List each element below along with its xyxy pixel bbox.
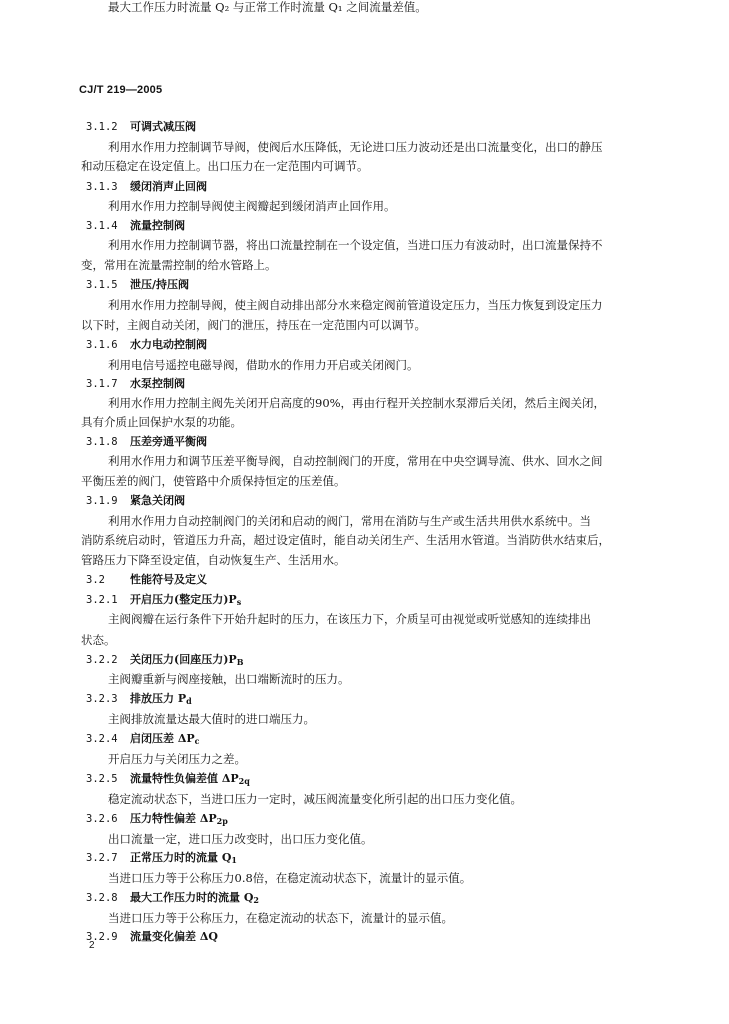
section-number: 3.2.3 (86, 693, 118, 705)
section-title: 可调式减压阀 (130, 120, 196, 133)
section-heading (86, 930, 218, 944)
section-heading (86, 692, 192, 708)
section-number: 3.2.1 (86, 594, 118, 606)
paragraph-line: 主阀阀瓣在运行条件下开始升起时的压力，在该压力下，介质呈可由视觉或听觉感知的连续排出 (108, 612, 591, 626)
section-number: 3.2.4 (86, 733, 118, 745)
section-heading (86, 494, 185, 508)
paragraph-continuation: 消防系统启动时，管道压力升高，超过设定值时，能自动关闭生产、生活用水管道。当消防供水结束后， (81, 533, 610, 547)
paragraph-line: 利用水作用力控制导阀使主阀瓣起到缓闭消声止回作用。 (108, 199, 396, 213)
section-number: 3.1.9 (86, 495, 118, 507)
section-number: 3.1.4 (86, 220, 118, 232)
section-title: 最大工作压力时的流量 Q (130, 891, 254, 904)
page-number: 2 (89, 940, 95, 951)
paragraph-continuation: 平衡压差的阀门，使管路中介质保持恒定的压差值。 (81, 474, 346, 488)
paragraph-continuation: 状态。 (81, 633, 116, 647)
section-number: 3.1.7 (86, 378, 118, 390)
section-number: 3.2.8 (86, 892, 118, 904)
section-number: 3.2.5 (86, 773, 118, 785)
paragraph-continuation: 管路压力下降至设定值，自动恢复生产、生活用水。 (81, 553, 346, 567)
section-title: 压差旁通平衡阀 (130, 435, 207, 448)
section-number: 3.2.6 (86, 813, 118, 825)
symbol-subscript: 2p (216, 816, 228, 826)
paragraph-continuation: 和动压稳定在设定值上。出口压力在一定范围内可调节。 (81, 159, 369, 173)
symbol-subscript: c (194, 736, 200, 746)
paragraph-line: 当进口压力等于公称压力，在稳定流动的状态下，流量计的显示值。 (108, 911, 453, 925)
section-title: 泄压/持压阀 (130, 278, 190, 291)
section-number: 3.1.2 (86, 121, 118, 133)
section-heading (86, 573, 207, 587)
section-number: 3.1.6 (86, 339, 118, 351)
section-title: 流量特性负偏差值 ΔP (130, 772, 239, 785)
section-heading (86, 278, 189, 292)
section-heading (86, 219, 185, 233)
section-title: 正常压力时的流量 Q (130, 851, 232, 864)
paragraph-line: 开启压力与关闭压力之差。 (108, 752, 246, 766)
section-title: 流量控制阀 (130, 219, 185, 232)
paragraph-line: 主阀排放流量达最大值时的进口端压力。 (108, 712, 315, 726)
paragraph-continuation: 变，常用在流量需控制的给水管路上。 (81, 258, 277, 272)
section-number: 3.2.7 (86, 852, 118, 864)
standard-code-header: CJ/T 219—2005 (79, 84, 163, 96)
paragraph-line: 出口流量一定，进口压力改变时，出口压力变化值。 (108, 832, 373, 846)
paragraph-line: 利用水作用力控制导阀，使主阀自动排出部分水来稳定阀前管道设定压力，当压力恢复到设定压力 (108, 298, 603, 312)
section-title: 启闭压差 ΔP (130, 732, 195, 745)
symbol-subscript: B (236, 657, 244, 667)
paragraph-line: 利用水作用力和调节压差平衡导阀，自动控制阀门的开度，常用在中央空调导流、供水、回水之间 (108, 454, 603, 468)
paragraph-line: 当进口压力等于公称压力0.8倍，在稳定流动状态下，流量计的显示值。 (108, 871, 472, 885)
section-title: 水力电动控制阀 (130, 338, 207, 351)
section-heading (86, 812, 228, 828)
section-heading (86, 593, 241, 609)
paragraph-line: 利用水作用力控制调节器，将出口流量控制在一个设定值，当进口压力有波动时，出口流量保持不 (108, 238, 603, 252)
section-number: 3.1.3 (86, 181, 118, 193)
section-heading (86, 891, 259, 907)
paragraph-line: 利用水作用力控制调节导阀，使阀后水压降低，无论进口压力波动还是出口流量变化，出口的静压 (108, 140, 603, 154)
section-heading (86, 772, 250, 788)
symbol-subscript: 2q (238, 776, 250, 786)
paragraph-continuation: 具有介质止回保护水泵的功能。 (81, 415, 242, 429)
paragraph-line: 利用水作用力控制主阀先关闭开启高度的90%，再由行程开关控制水泵滞后关闭，然后主阀关闭， (108, 396, 606, 410)
paragraph-line: 最大工作压力时流量 Q₂ 与正常工作时流量 Q₁ 之间流量差值。 (108, 0, 427, 14)
section-title: 缓闭消声止回阀 (130, 180, 207, 193)
section-title: 开启压力(整定压力)P (130, 593, 237, 606)
section-title: 水泵控制阀 (130, 377, 185, 390)
section-number: 3.2.9 (86, 931, 118, 943)
section-title: 关闭压力(回座压力)P (130, 653, 237, 666)
section-heading (86, 180, 207, 194)
section-number: 3.2 (86, 574, 105, 586)
symbol-subscript: s (236, 597, 242, 607)
symbol-subscript: 1 (231, 855, 237, 865)
section-heading (86, 120, 196, 134)
section-number: 3.2.2 (86, 654, 118, 666)
section-title: 压力特性偏差 ΔP (130, 812, 217, 825)
symbol-subscript: d (186, 696, 192, 706)
paragraph-continuation: 以下时，主阀自动关闭，阀门的泄压，持压在一定范围内可以调节。 (81, 318, 426, 332)
section-heading (86, 653, 243, 669)
section-number: 3.1.8 (86, 436, 118, 448)
paragraph-line: 利用水作用力自动控制阀门的关闭和启动的阀门，常用在消防与生产或生活共用供水系统中。当 (108, 514, 591, 528)
section-title: 性能符号及定义 (130, 573, 207, 586)
section-heading (86, 435, 207, 449)
section-heading (86, 338, 207, 352)
paragraph-line: 稳定流动状态下，当进口压力一定时，减压阀流量变化所引起的出口压力变化值。 (108, 792, 522, 806)
section-title: 流量变化偏差 ΔQ (130, 930, 218, 943)
section-number: 3.1.5 (86, 279, 118, 291)
section-heading (86, 732, 200, 748)
paragraph-line: 利用电信号遥控电磁导阀，借助水的作用力开启或关闭阀门。 (108, 358, 419, 372)
section-heading (86, 851, 237, 867)
section-title: 排放压力 P (130, 692, 187, 705)
symbol-subscript: 2 (253, 895, 259, 905)
section-title: 紧急关闭阀 (130, 494, 185, 507)
paragraph-line: 主阀瓣重新与阀座接触，出口端断流时的压力。 (108, 672, 350, 686)
section-heading (86, 377, 185, 391)
